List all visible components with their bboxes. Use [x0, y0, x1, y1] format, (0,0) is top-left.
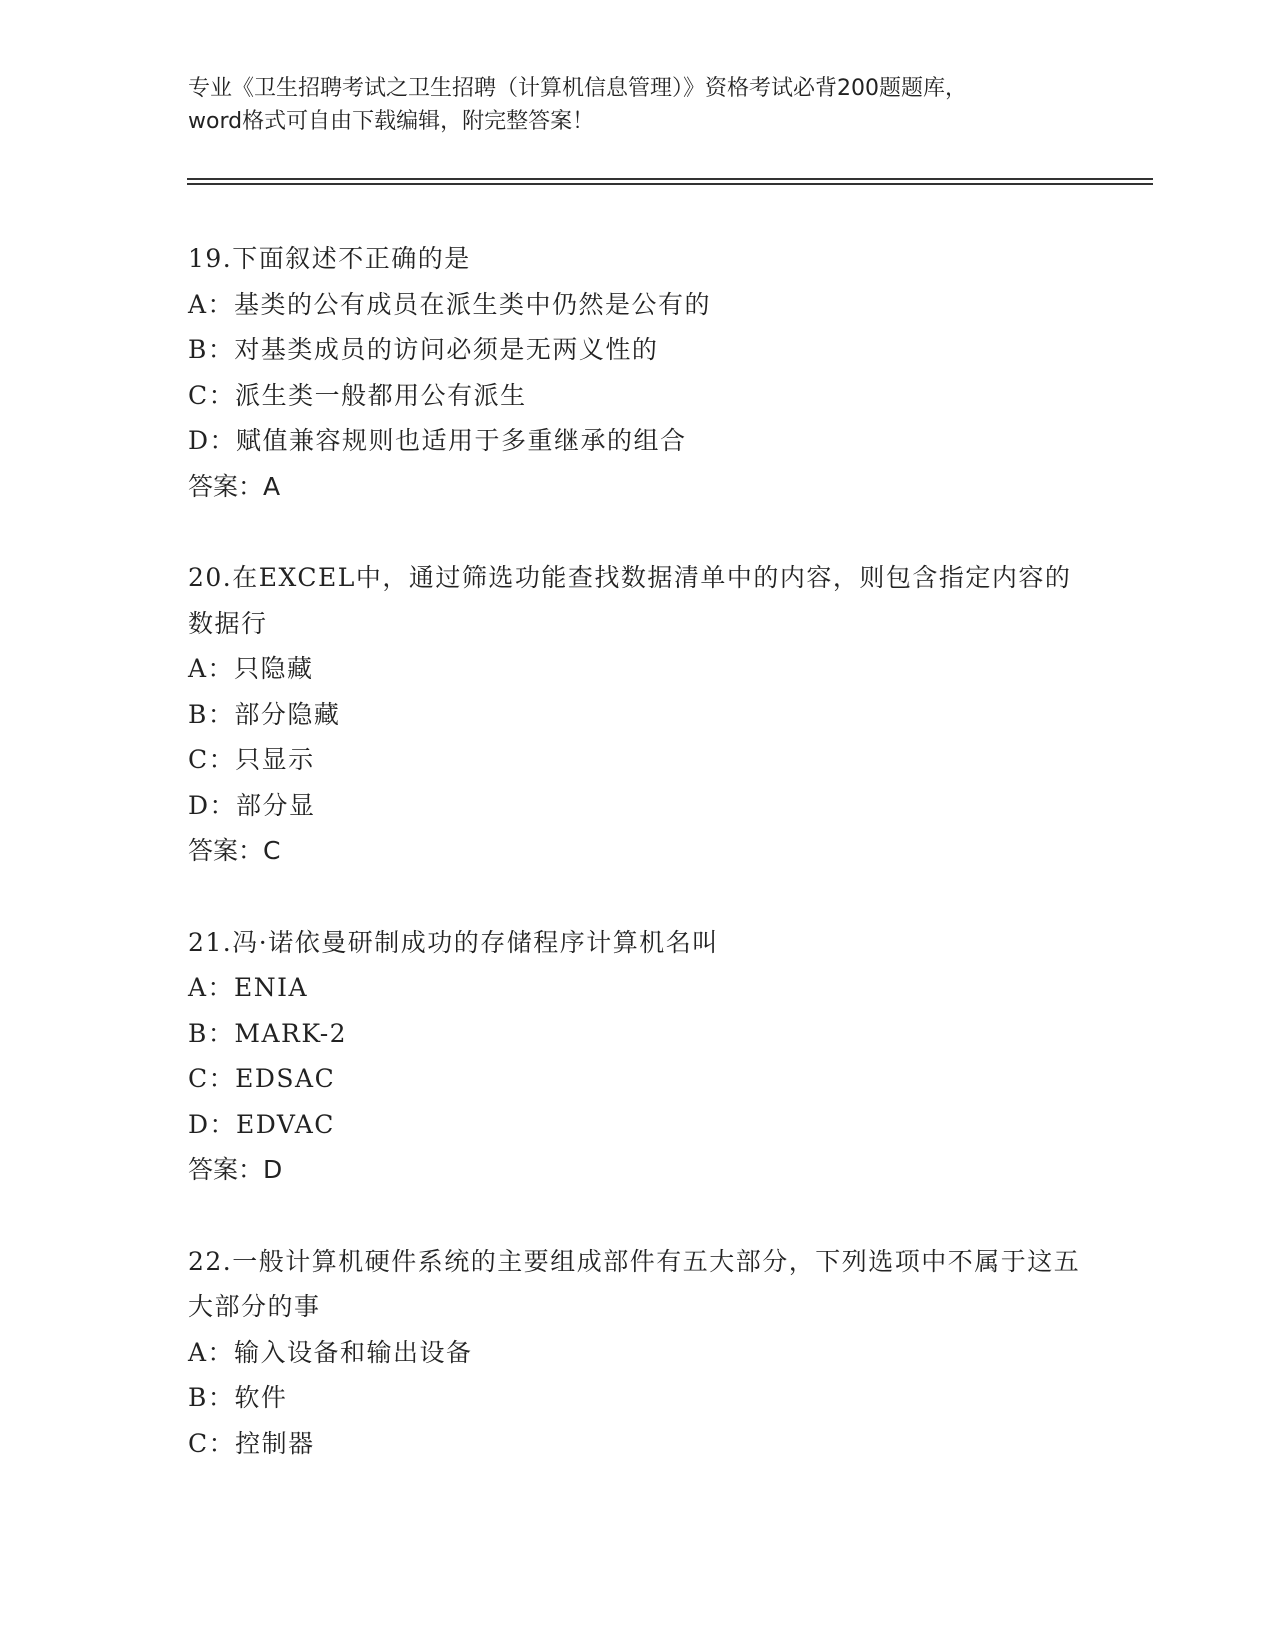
option-d: D：赋值兼容规则也适用于多重继承的组合 [188, 426, 687, 455]
question-list [188, 236, 1088, 1512]
question-22 [188, 1239, 1088, 1467]
answer: 答案：C [188, 836, 281, 865]
option-a: A：只隐藏 [188, 654, 314, 683]
option-b: B：MARK-2 [188, 1018, 348, 1048]
question-21 [188, 920, 1088, 1193]
answer: 答案：D [188, 1155, 283, 1184]
option-b: B：软件 [188, 1383, 288, 1412]
document-header [188, 72, 1088, 138]
question-19 [188, 236, 1088, 509]
header-line-2: word格式可自由下载编辑，附完整答案！ [188, 109, 595, 134]
option-c: C：EDSAC [188, 1064, 336, 1093]
header-line-1: 专业《卫生招聘考试之卫生招聘（计算机信息管理）》资格考试必背200题题库， [188, 76, 967, 101]
question-20 [188, 555, 1088, 874]
answer: 答案：A [188, 471, 281, 501]
header-divider-top [187, 178, 1153, 180]
option-b: B：部分隐藏 [188, 699, 341, 729]
option-a: A：输入设备和输出设备 [188, 1337, 473, 1367]
option-d: D：EDVAC [188, 1109, 335, 1139]
option-c: C：派生类一般都用公有派生 [188, 380, 527, 410]
option-c: C：控制器 [188, 1428, 315, 1458]
question-text: 20.在EXCEL中，通过筛选功能查找数据清单中的内容，则包含指定内容的数据行 [188, 563, 1072, 638]
option-d: D：部分显 [188, 790, 316, 820]
question-text: 19.下面叙述不正确的是 [188, 244, 471, 273]
option-a: A：ENIA [188, 973, 309, 1002]
question-text: 21.冯·诺依曼研制成功的存储程序计算机名叫 [188, 927, 719, 957]
header-divider-bottom [187, 183, 1153, 185]
option-a: A：基类的公有成员在派生类中仍然是公有的 [188, 289, 712, 319]
option-c: C：只显示 [188, 745, 315, 774]
question-text: 22.一般计算机硬件系统的主要组成部件有五大部分，下列选项中不属于这五大部分的事 [188, 1246, 1081, 1321]
option-b: B：对基类成员的访问必须是无两义性的 [188, 335, 659, 364]
